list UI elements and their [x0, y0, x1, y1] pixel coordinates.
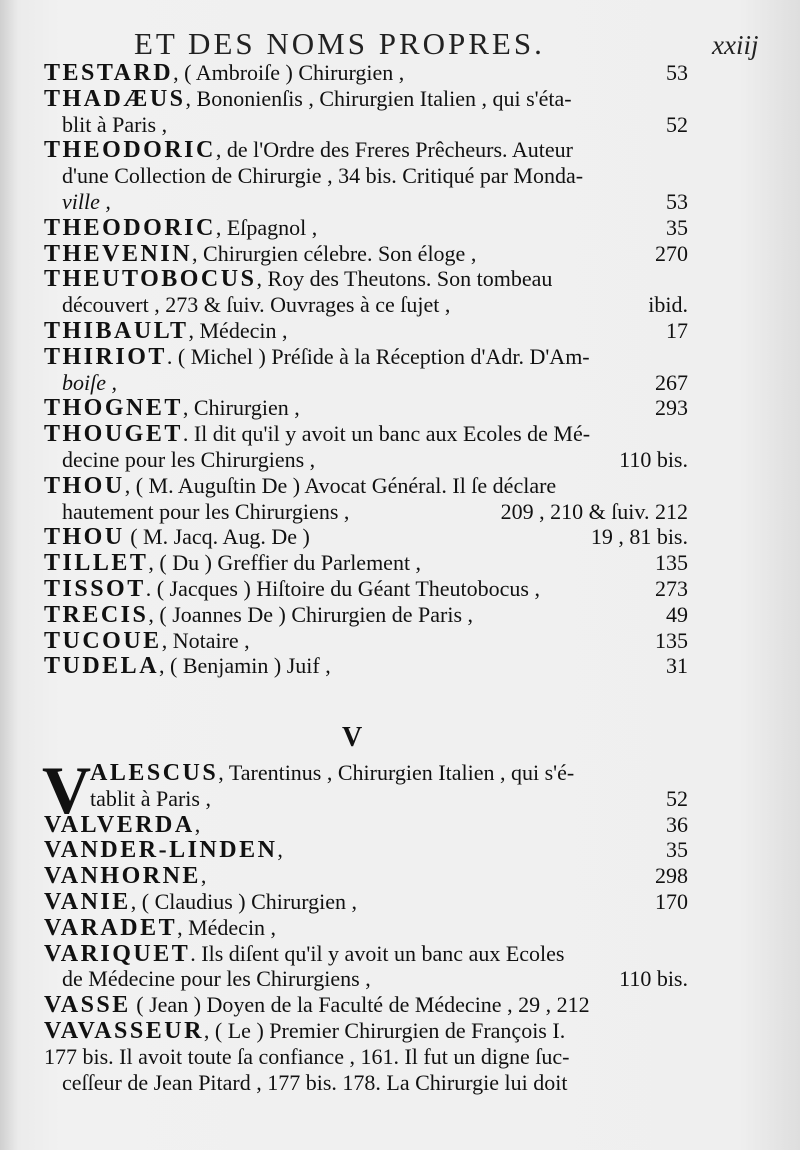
entry-text: , ( Du ) Greffier du Parlement ,: [148, 550, 422, 576]
index-entry-line: [44, 888, 688, 915]
entry-text: , Bononienſis , Chirurgien Italien , qui s'éta-: [185, 85, 572, 111]
index-entry-line: [44, 163, 684, 189]
entry-name: VARIQUET: [44, 940, 191, 967]
running-title: ET DES NOMS PROPRES.: [134, 26, 545, 61]
entry-text: . Ils diſent qu'il y avoit un banc aux Ecoles: [190, 940, 565, 966]
entry-name: THIRIOT: [44, 343, 167, 370]
entry-text: . ( Jacques ) Hiſtoire du Géant Theutobocus ,: [145, 575, 540, 601]
entry-name: TRECIS: [44, 601, 149, 628]
entry-page-ref: 273: [655, 575, 688, 601]
index-entry-line: [44, 266, 684, 292]
index-entry-line: [44, 240, 688, 267]
entry-text: , ( Claudius ) Chirurgien ,: [130, 888, 358, 914]
entry-text: ville ,: [62, 188, 111, 214]
entry-text: , Roy des Theutons. Son tombeau: [256, 266, 553, 292]
entry-name: VANDER-LINDEN: [44, 837, 278, 864]
entry-page-ref: 31: [666, 653, 688, 679]
entry-page-ref: 135: [655, 627, 688, 653]
entry-page-ref: 170: [655, 888, 688, 914]
entry-name: VAVASSEUR: [44, 1017, 204, 1044]
entry-page-ref: ibid.: [648, 292, 688, 318]
entry-text: , Tarentinus , Chirurgien Italien , qui s'é-: [218, 760, 575, 785]
index-entry-line: [44, 395, 688, 422]
entry-name: TESTARD: [44, 60, 174, 86]
index-entry-line: [44, 863, 688, 890]
index-entry-line: [44, 344, 684, 370]
index-entry-line: [44, 966, 688, 992]
index-entry-line: [44, 292, 688, 318]
entry-name: THOU: [44, 524, 125, 551]
entry-page-ref: 17: [666, 317, 688, 343]
index-entry-line: [44, 915, 684, 941]
entry-name: THEODORIC: [44, 137, 216, 164]
entry-text: hautement pour les Chirurgiens ,: [62, 498, 350, 524]
entry-text: . Il dit qu'il y avoit un banc aux Ecoles de Mé-: [182, 421, 591, 447]
index-entry-line: [44, 575, 688, 602]
entry-text: ( M. Jacq. Aug. De ): [124, 524, 310, 550]
entry-page-ref: 52: [666, 111, 688, 137]
index-entry-line: [44, 601, 688, 628]
entry-text: , ( M. Auguſtin De ) Avocat Général. Il ſe déclare: [124, 472, 557, 498]
entry-text: , Notaire ,: [161, 627, 250, 653]
entry-page-ref: 19 , 81 bis.: [590, 524, 688, 550]
index-entries-v: [42, 752, 688, 1095]
entry-name: TISSOT: [44, 575, 146, 602]
entry-text: , de l'Ordre des Freres Prêcheurs. Auteur: [215, 137, 573, 163]
index-entry-line: [44, 627, 688, 654]
page-number: xxiij: [712, 30, 759, 60]
entry-text: ( Jean ) Doyen de la Faculté de Médecine , 29 , 212: [130, 992, 590, 1018]
entry-text: tablit à Paris ,: [90, 785, 211, 811]
entry-text: ,: [277, 837, 283, 863]
entry-text: , Chirurgien ,: [182, 395, 300, 421]
index-entry-line: [44, 498, 688, 525]
entry-page-ref: 293: [655, 395, 688, 421]
index-entry-line: [44, 785, 688, 812]
index-entry-line: [44, 317, 688, 344]
entry-page-ref: 110 bis.: [619, 966, 688, 992]
entry-name: THIBAULT: [44, 317, 189, 344]
entry-name: VARADET: [44, 914, 178, 941]
index-entry-line: [44, 369, 688, 396]
entry-page-ref: 135: [655, 550, 688, 576]
entry-text: , ( Le ) Premier Chirurgien de François I.: [203, 1017, 566, 1043]
entry-text: d'une Collection de Chirurgie , 34 bis. Critiqué par Monda-: [62, 163, 584, 189]
entry-text: ceſſeur de Jean Pitard , 177 bis. 178. La Chirurgie lui doit: [62, 1069, 568, 1095]
entry-name: VANHORNE: [44, 863, 201, 890]
index-entry-line: [44, 941, 684, 967]
index-entry-line: [44, 811, 688, 838]
entry-name: VANIE: [44, 888, 131, 915]
entry-name: THADÆUS: [44, 85, 186, 112]
index-entry-line: [44, 111, 688, 138]
entry-name: THOUGET: [44, 421, 183, 448]
entry-page-ref: 53: [666, 60, 688, 85]
entry-name: VASSE: [44, 992, 131, 1019]
entry-text: . ( Michel ) Préſide à la Réception d'Adr. D'Am-: [166, 343, 590, 369]
entry-name: TUDELA: [44, 653, 160, 680]
entry-text: ,: [194, 811, 201, 837]
entry-page-ref: 52: [666, 785, 688, 811]
entry-text: ,: [200, 863, 207, 889]
index-entries-t: [44, 60, 688, 680]
entry-page-ref: 53: [666, 188, 688, 214]
entry-page-ref: 270: [655, 240, 688, 266]
entry-name: THEVENIN: [44, 240, 193, 267]
index-entry-line: [44, 1070, 684, 1096]
index-entry-line: [44, 992, 684, 1018]
entry-text: decine pour les Chirurgiens ,: [62, 446, 316, 472]
entry-name: THEUTOBOCUS: [44, 266, 257, 293]
entry-text: découvert , 273 & ſuiv. Ouvrages à ce ſujet ,: [62, 292, 451, 318]
entry-text: , Médecin ,: [188, 317, 288, 343]
index-entry-line: [44, 86, 684, 112]
index-entry-line: [44, 137, 684, 163]
index-entry-line: [44, 524, 688, 551]
index-entry-line: [44, 473, 684, 499]
entry-name: VALVERDA: [44, 811, 195, 838]
entry-text: , ( Benjamin ) Juif ,: [159, 653, 331, 679]
entry-page-ref: 35: [666, 214, 688, 240]
entry-text: , ( Joannes De ) Chirurgien de Paris ,: [148, 601, 474, 627]
index-entry-line: [44, 1018, 684, 1044]
entry-text: de Médecine pour les Chirurgiens ,: [62, 966, 371, 992]
entry-text: 177 bis. Il avoit toute ſa confiance , 161. Il fut un digne ſuc-: [44, 1043, 570, 1069]
entry-page-ref: 110 bis.: [619, 446, 688, 472]
entry-text: , Médecin ,: [177, 914, 277, 940]
entry-name: THOU: [44, 472, 125, 499]
index-entry-line: [44, 550, 688, 577]
entry-page-ref: 267: [655, 369, 688, 395]
entry-text: boiſe ,: [62, 369, 117, 395]
index-entry-line: [44, 214, 688, 241]
entry-text: , Chirurgien célebre. Son éloge ,: [192, 240, 477, 266]
index-entry-line: [44, 837, 688, 864]
entry-name: TILLET: [44, 550, 149, 577]
index-entry-line: [44, 1044, 684, 1070]
entry-page-ref: 298: [655, 863, 688, 889]
entry-name: THOGNET: [44, 395, 183, 422]
section-letter: V: [342, 722, 363, 753]
drop-cap: V: [42, 752, 92, 828]
index-entry-line: [44, 188, 688, 215]
index-entry-line: [44, 653, 688, 680]
index-entry-line: [44, 421, 684, 447]
entry-name: ALESCUS: [90, 760, 219, 786]
entry-page-ref: 36: [666, 811, 688, 837]
index-entry-line: [44, 60, 688, 86]
entry-page-ref: 35: [666, 837, 688, 863]
entry-name: THEODORIC: [44, 214, 216, 241]
entry-text: blit à Paris ,: [62, 111, 168, 137]
entry-text: , Eſpagnol ,: [215, 214, 318, 240]
entry-page-ref: 209 , 210 & ſuiv. 212: [500, 498, 688, 524]
entry-text: , ( Ambroiſe ) Chirurgien ,: [173, 60, 405, 85]
index-entry-line: [44, 446, 688, 473]
entry-page-ref: 49: [666, 601, 688, 627]
entry-name: TUCOUE: [44, 627, 162, 654]
